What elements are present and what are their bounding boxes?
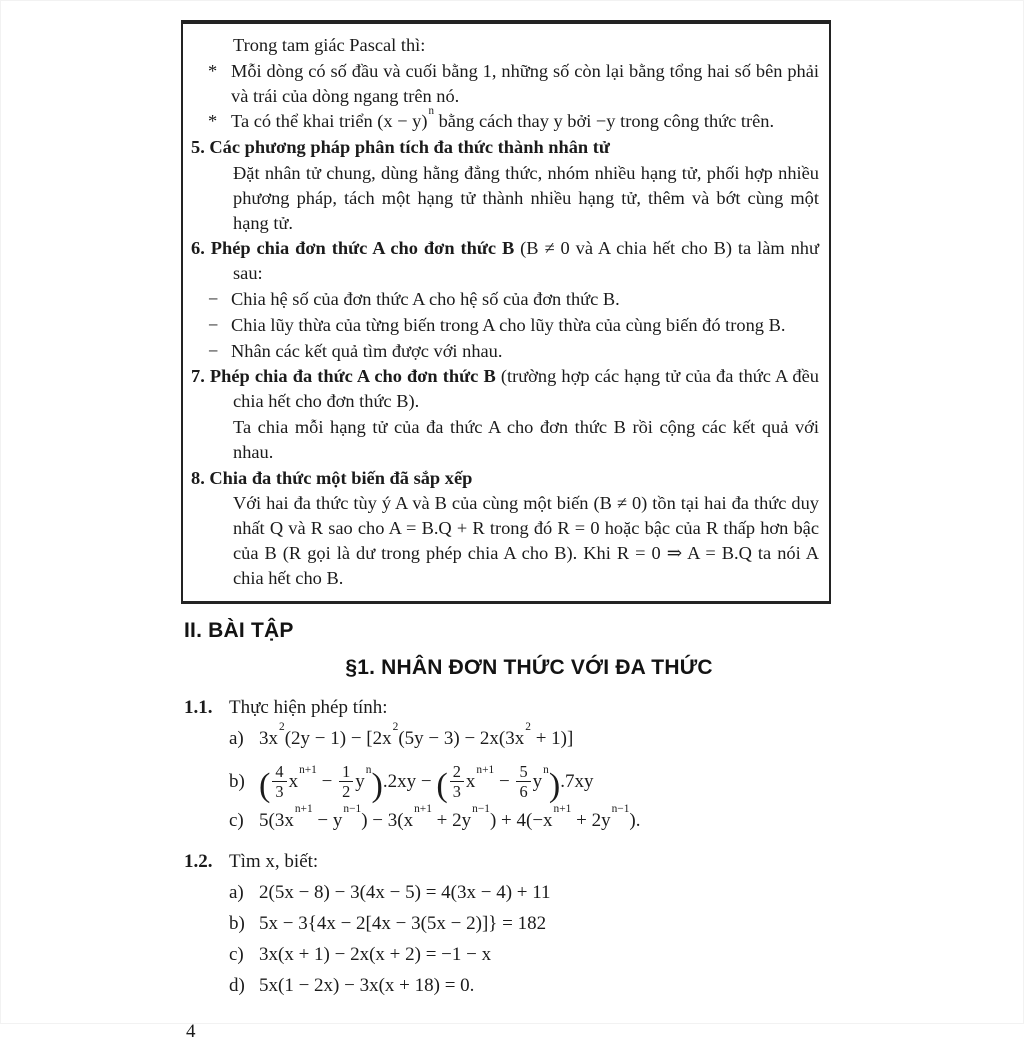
part-d-label: d) bbox=[229, 974, 245, 996]
rule-6-title-rest: (B ≠ 0 và A chia hết cho B) ta làm như sau: bbox=[233, 238, 819, 284]
exercise-1-1-part-a bbox=[229, 720, 831, 752]
exercise-1-1-part-b bbox=[229, 761, 831, 804]
part-c-equation: 3x(x + 1) − 2x(x + 2) = −1 − x bbox=[259, 943, 492, 965]
pascal-bullet-1 bbox=[208, 59, 819, 109]
content-column bbox=[181, 20, 831, 1043]
exercise-1-1-number: 1.1. bbox=[184, 696, 213, 718]
part-a-label: a) bbox=[229, 727, 244, 749]
rule-6-number: 6. bbox=[191, 238, 205, 259]
exercise-1-1-header bbox=[184, 695, 831, 721]
rule-5-title-text: Các phương pháp phân tích đa thức thành nhân tử bbox=[209, 137, 610, 158]
theory-summary-box bbox=[181, 20, 831, 604]
rule-6-step-1 bbox=[208, 287, 819, 312]
rule-5-title bbox=[191, 135, 819, 160]
part-c-label: c) bbox=[229, 943, 244, 965]
rule-8-title-text: Chia đa thức một biến đã sắp xếp bbox=[209, 467, 473, 488]
rule-6-step-1-text: Chia hệ số của đơn thức A cho hệ số của đơn thức B. bbox=[231, 288, 620, 309]
rule-8-body: Với hai đa thức tùy ý A và B của cùng một biến (B ≠ 0) tồn tại hai đa thức duy nhất Q và R sao cho A = B.Q + R trong đó R = 0 hoặc bậc của R thấp hơn bậc của B (R gọi là dư trong phép chia A cho B). Khi R = 0 ⇒ A = B.Q ta nói A chia hết cho B. bbox=[233, 493, 819, 588]
part-a-equation: 2(5x − 8) − 3(4x − 5) = 4(3x − 4) + 11 bbox=[259, 881, 551, 903]
exercise-1-2-part-c bbox=[229, 942, 831, 968]
rule-7-number: 7. bbox=[191, 366, 205, 387]
rule-7-body: Ta chia mỗi hạng tử của đa thức A cho đơn thức B rồi cộng các kết quả với nhau. bbox=[233, 416, 819, 462]
part-b-expression: ( $\frac{4}{3}$ $x^{n+1}$ − $\frac{1}{2}$ $y^n).2xy$ − ( $\frac{2}{3}$ $x^{n+1}$ − $\frac{5}{6}$ $y^n).7xy$ bbox=[259, 761, 594, 804]
rule-6-title-text: Phép chia đơn thức A cho đơn thức B bbox=[210, 238, 515, 259]
part-b-label: b) bbox=[229, 770, 245, 792]
rule-6-step-3 bbox=[208, 339, 819, 364]
part-c-label: c) bbox=[229, 809, 244, 831]
exercise-1-2-number: 1.2. bbox=[184, 850, 213, 872]
asterisk-bullet: * bbox=[208, 111, 218, 132]
exercise-1-2-part-d bbox=[229, 973, 831, 999]
exercise-1-1-prompt: Thực hiện phép tính: bbox=[229, 696, 388, 718]
pascal-bullet-2-text: Ta có thể khai triển $(x - y)^n$ bằng cách thay y bởi −y trong công thức trên. bbox=[231, 105, 775, 132]
exercise-1-1-part-c bbox=[229, 803, 831, 834]
rule-7-title-rest: (trường hợp các hạng tử của đa thức A đều chia hết cho đơn thức B). bbox=[233, 366, 819, 412]
dash-bullet: − bbox=[208, 340, 219, 361]
part-d-equation: 5x(1 − 2x) − 3x(x + 18) = 0. bbox=[259, 974, 475, 996]
rule-6-step-2 bbox=[208, 313, 819, 338]
part-b-equation: 5x − 3{4x − 2[4x − 3(5x − 2)]} = 182 bbox=[259, 912, 547, 934]
pascal-intro-line: Trong tam giác Pascal thì: bbox=[233, 35, 426, 55]
dash-bullet: − bbox=[208, 288, 219, 309]
part-b-label: b) bbox=[229, 912, 245, 934]
pascal-bullet-1-text: Mỗi dòng có số đầu và cuối bằng 1, những số còn lại bằng tổng hai số bên phải và trái của dòng ngang trên nó. bbox=[231, 60, 819, 106]
dash-bullet: − bbox=[208, 314, 219, 335]
page-number: 4 bbox=[186, 1020, 196, 1042]
exercise-1-2-part-b bbox=[229, 911, 831, 937]
exercise-1-2-part-a bbox=[229, 880, 831, 906]
exercise-1-2-header bbox=[184, 849, 831, 875]
rule-5-body: Đặt nhân tử chung, dùng hằng đẳng thức, nhóm nhiều hạng tử, phối hợp nhiều phương pháp, tách một hạng tử thành nhiều hạng tử, thêm và bớt cùng một hạng tử. bbox=[233, 162, 819, 233]
asterisk-bullet: * bbox=[208, 60, 218, 81]
rule-5-number: 5. bbox=[191, 137, 205, 158]
lesson-heading: §1. NHÂN ĐƠN THỨC VỚI ĐA THỨC bbox=[345, 655, 713, 679]
part-a-expression: $3x^2(2y - 1) - [2x^2(5y - 3) - 2x(3x^2 + 1)]$ bbox=[259, 720, 574, 749]
exercise-1-2-prompt: Tìm x, biết: bbox=[229, 850, 319, 872]
rule-7-title bbox=[191, 364, 819, 414]
pascal-bullet-2 bbox=[208, 105, 819, 134]
rule-6-step-3-text: Nhân các kết quả tìm được với nhau. bbox=[231, 340, 503, 361]
rule-6-title bbox=[191, 236, 819, 286]
part-a-label: a) bbox=[229, 881, 244, 903]
part-c-expression: $5(3x^{n+1} - y^{n-1}) - 3(x^{n+1} + 2y^{n-1}) + 4(-x^{n+1} + 2y^{n-1})$. bbox=[259, 803, 641, 831]
rule-7-title-text: Phép chia đa thức A cho đơn thức B bbox=[209, 366, 496, 387]
rule-8-number: 8. bbox=[191, 467, 205, 488]
rule-8-title bbox=[191, 466, 819, 491]
section-heading: II. BÀI TẬP bbox=[184, 618, 294, 642]
rule-6-step-2-text: Chia lũy thừa của từng biến trong A cho lũy thừa của cùng biến đó trong B. bbox=[231, 314, 786, 335]
